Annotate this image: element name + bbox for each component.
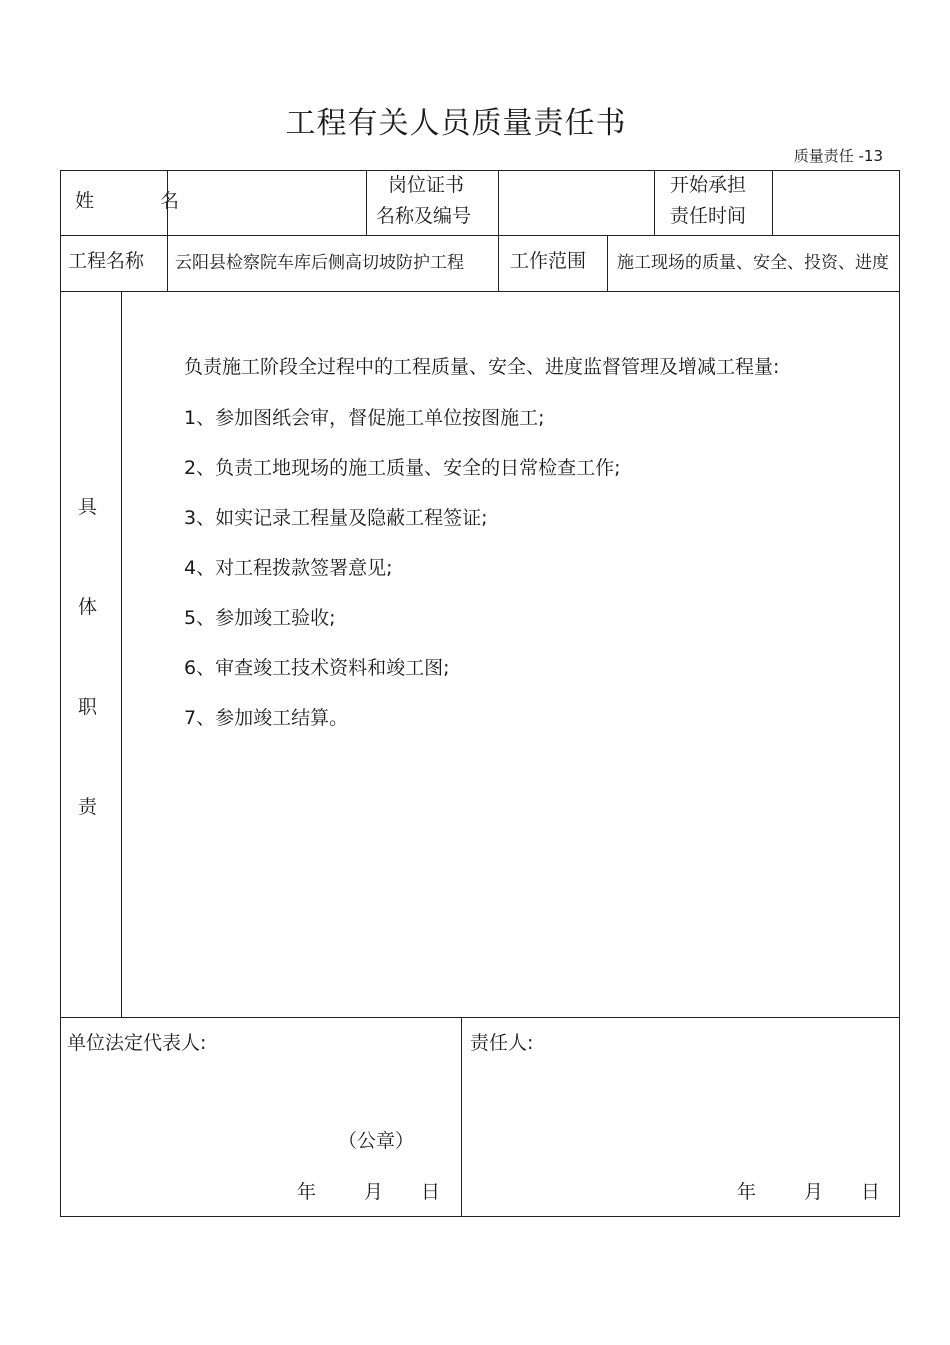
col-divider-c bbox=[498, 170, 499, 291]
duty-item-4: 4、对工程拨款签署意见; bbox=[184, 557, 393, 579]
legal-rep-label: 单位法定代表人: bbox=[67, 1032, 207, 1054]
cert-label-line2: 名称及编号 bbox=[376, 205, 472, 227]
side-label-char-4: 责 bbox=[78, 796, 98, 818]
document-code: 质量责任 -13 bbox=[793, 147, 883, 165]
col-divider-b bbox=[366, 170, 367, 235]
start-label-line2: 责任时间 bbox=[670, 205, 747, 227]
seal-label: （公章） bbox=[338, 1130, 415, 1152]
start-label-line1: 开始承担 bbox=[670, 174, 747, 196]
side-label-char-1: 具 bbox=[78, 496, 98, 518]
right-date-month: 月 bbox=[804, 1181, 824, 1203]
responsible-label: 责任人: bbox=[470, 1032, 534, 1054]
duty-item-5: 5、参加竣工验收; bbox=[184, 607, 336, 629]
cert-label-line1: 岗位证书 bbox=[388, 174, 465, 196]
document-title: 工程有关人员质量责任书 bbox=[285, 106, 627, 141]
name-label: 姓 名 bbox=[75, 190, 210, 212]
table-border-left bbox=[60, 170, 61, 1216]
scope-label: 工作范围 bbox=[510, 250, 587, 272]
duty-item-3: 3、如实记录工程量及隐蔽工程签证; bbox=[184, 507, 488, 529]
row-divider-2 bbox=[60, 291, 900, 292]
row-divider-3 bbox=[60, 1017, 900, 1018]
project-value: 云阳县检察院车库后侧高切坡防护工程 bbox=[175, 253, 464, 273]
col-divider-e bbox=[772, 170, 773, 235]
row-divider-1 bbox=[60, 235, 900, 236]
table-border-right bbox=[899, 170, 900, 1216]
side-label-char-3: 职 bbox=[78, 696, 98, 718]
left-date-day: 日 bbox=[421, 1181, 441, 1203]
table-border-bottom bbox=[60, 1216, 900, 1217]
left-date-month: 月 bbox=[364, 1181, 384, 1203]
duty-item-6: 6、审查竣工技术资料和竣工图; bbox=[184, 657, 450, 679]
col-divider-d bbox=[654, 170, 655, 235]
project-label: 工程名称 bbox=[68, 250, 145, 272]
col-divider-side bbox=[121, 291, 122, 1017]
duty-item-2: 2、负责工地现场的施工质量、安全的日常检查工作; bbox=[184, 457, 621, 479]
duty-item-1: 1、参加图纸会审，督促施工单位按图施工; bbox=[184, 407, 545, 429]
duty-item-7: 7、参加竣工结算。 bbox=[184, 707, 349, 729]
duties-intro: 负责施工阶段全过程中的工程质量、安全、进度监督管理及增减工程量: bbox=[184, 356, 780, 378]
col-divider-signature bbox=[461, 1017, 462, 1216]
right-date-day: 日 bbox=[861, 1181, 881, 1203]
table-border-top bbox=[60, 170, 900, 171]
right-date-year: 年 bbox=[737, 1181, 757, 1203]
side-label-char-2: 体 bbox=[78, 596, 98, 618]
left-date-year: 年 bbox=[297, 1181, 317, 1203]
col-divider-f bbox=[607, 235, 608, 291]
scope-value: 施工现场的质量、安全、投资、进度 bbox=[617, 253, 889, 273]
